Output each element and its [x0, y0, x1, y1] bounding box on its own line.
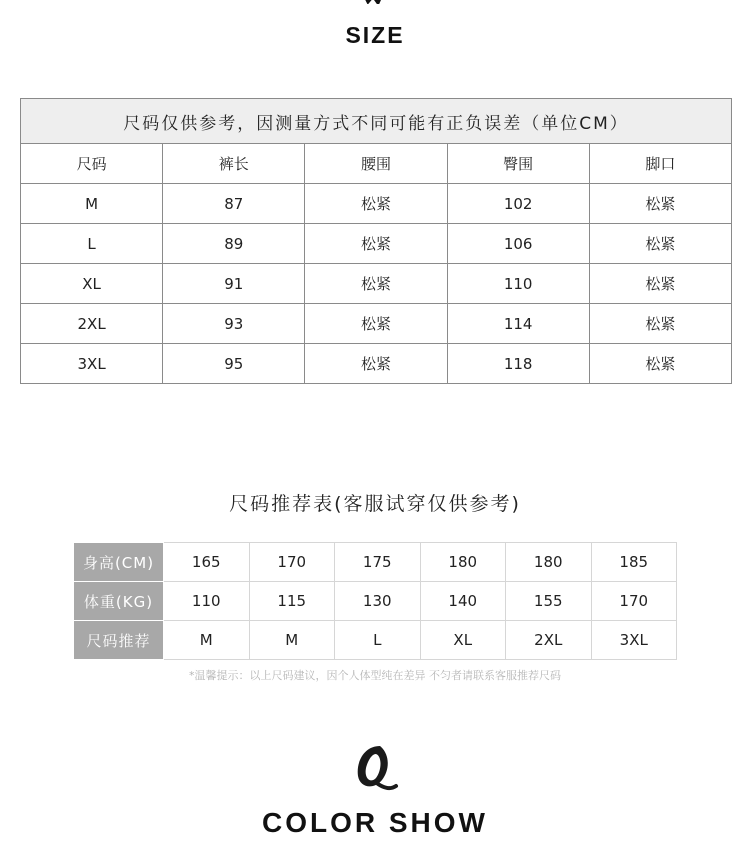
- table-cell: 170: [249, 543, 335, 582]
- table-cell: L: [335, 621, 421, 660]
- size-table-header-row: [21, 144, 732, 184]
- size-table: [20, 98, 732, 384]
- size-tip-note: *温馨提示：以上尺码建议，因个人体型纯在差异 不匀者请联系客服推荐尺码: [189, 669, 561, 682]
- table-cell: 140: [420, 582, 506, 621]
- column-header-length: 裤长: [163, 144, 305, 184]
- table-row: [21, 344, 732, 384]
- row-label-height: 身高(CM): [74, 543, 164, 582]
- row-label-size: 尺码推荐: [74, 621, 164, 660]
- table-cell: 130: [335, 582, 421, 621]
- size-table-caption-row: [21, 99, 732, 144]
- size-table-caption: 尺码仅供参考，因测量方式不同可能有正负误差（单位CM）: [21, 99, 732, 144]
- table-cell: 松紧: [589, 264, 731, 304]
- table-cell: 114: [447, 304, 589, 344]
- table-cell: M: [164, 621, 250, 660]
- table-cell: XL: [420, 621, 506, 660]
- decorative-brush-mark-top: [362, 0, 384, 4]
- table-cell: 松紧: [305, 264, 447, 304]
- table-cell: 175: [335, 543, 421, 582]
- table-cell: 松紧: [305, 224, 447, 264]
- table-cell: 180: [506, 543, 592, 582]
- table-cell: M: [249, 621, 335, 660]
- table-cell: 3XL: [591, 621, 677, 660]
- table-cell: 松紧: [589, 184, 731, 224]
- table-cell: 2XL: [506, 621, 592, 660]
- recommendation-row-weight: [74, 582, 677, 621]
- table-row: [21, 264, 732, 304]
- table-cell: 170: [591, 582, 677, 621]
- table-cell: 87: [163, 184, 305, 224]
- table-cell: 松紧: [305, 184, 447, 224]
- size-heading: SIZE: [345, 22, 405, 48]
- column-header-hem: 脚口: [589, 144, 731, 184]
- recommendation-row-height: [74, 543, 677, 582]
- table-cell: 93: [163, 304, 305, 344]
- table-cell: M: [21, 184, 163, 224]
- table-cell: 118: [447, 344, 589, 384]
- table-cell: 95: [163, 344, 305, 384]
- recommendation-row-size: [74, 621, 677, 660]
- table-cell: 165: [164, 543, 250, 582]
- table-row: [21, 224, 732, 264]
- table-cell: 102: [447, 184, 589, 224]
- recommendation-title: 尺码推荐表(客服试穿仅供参考): [229, 493, 521, 515]
- table-cell: XL: [21, 264, 163, 304]
- table-cell: 155: [506, 582, 592, 621]
- table-row: [21, 304, 732, 344]
- table-cell: 松紧: [589, 304, 731, 344]
- table-cell: 松紧: [305, 304, 447, 344]
- table-cell: 松紧: [305, 344, 447, 384]
- table-cell: 106: [447, 224, 589, 264]
- brand-logo-icon: [350, 740, 400, 796]
- table-cell: 松紧: [589, 344, 731, 384]
- table-cell: 89: [163, 224, 305, 264]
- column-header-waist: 腰围: [305, 144, 447, 184]
- table-cell: 松紧: [589, 224, 731, 264]
- table-cell: 110: [447, 264, 589, 304]
- table-cell: 110: [164, 582, 250, 621]
- row-label-weight: 体重(KG): [74, 582, 164, 621]
- column-header-hip: 臀围: [447, 144, 589, 184]
- table-cell: 2XL: [21, 304, 163, 344]
- column-header-size: 尺码: [21, 144, 163, 184]
- table-cell: 91: [163, 264, 305, 304]
- table-cell: L: [21, 224, 163, 264]
- color-show-heading: COLOR SHOW: [262, 807, 488, 838]
- table-row: [21, 184, 732, 224]
- table-cell: 115: [249, 582, 335, 621]
- table-cell: 185: [591, 543, 677, 582]
- table-cell: 3XL: [21, 344, 163, 384]
- table-cell: 180: [420, 543, 506, 582]
- recommendation-table: [73, 542, 677, 660]
